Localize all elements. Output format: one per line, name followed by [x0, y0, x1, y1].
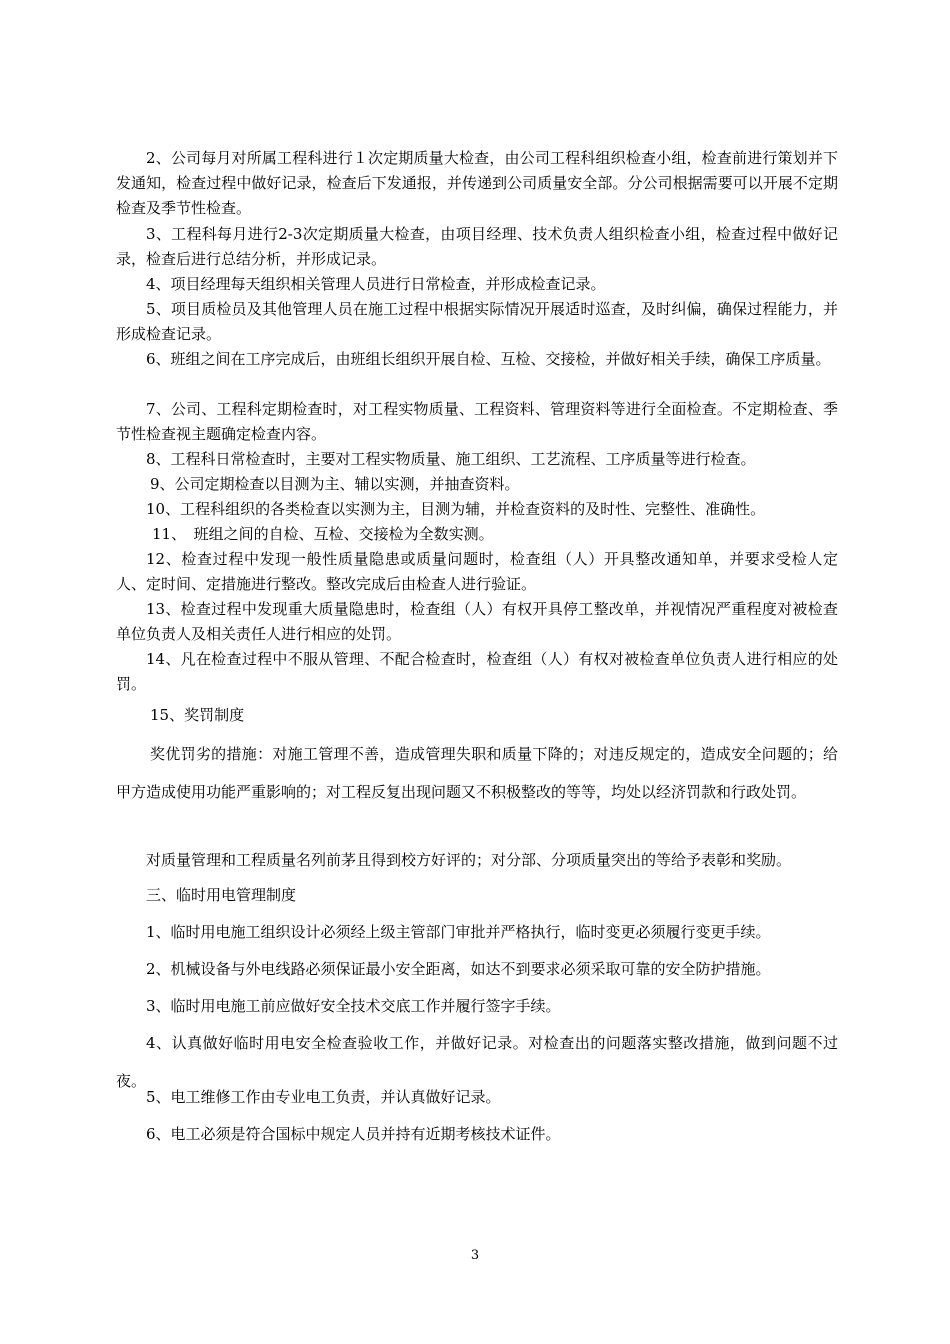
paragraph-quality-check-7: 7、公司、工程科定期检查时，对工程实物质量、工程资料、管理资料等进行全面检查。不定期检查、季节性检查视主题确定检查内容。: [116, 400, 838, 443]
paragraph-quality-check-13: 13、检查过程中发现重大质量隐患时，检查组（人）有权开具停工整改单，并视情况严重程度对被检查单位负责人及相关责任人进行相应的处罚。: [116, 600, 838, 643]
paragraph-quality-check-11: 11、 班组之间的自检、互检、交接检为全数实测。: [152, 525, 494, 543]
paragraph-quality-check-3: 3、工程科每月进行2-3次定期质量大检查，由项目经理、技术负责人组织检查小组，检查过程中做好记录，检查后进行总结分析，并形成记录。: [116, 225, 838, 268]
paragraph-quality-check-14: 14、凡在检查过程中不服从管理、不配合检查时，检查组（人）有权对被检查单位负责人进行相应的处罚。: [116, 650, 838, 693]
paragraph-reward-commendation: 对质量管理和工程质量名列前茅且得到校方好评的；对分部、分项质量突出的等给予表彰和奖励。: [146, 851, 792, 869]
paragraph-power-2: 2、机械设备与外电线路必须保证最小安全距离，如达不到要求必须采取可靠的安全防护措施。: [146, 960, 771, 978]
section-heading-temporary-power: 三、临时用电管理制度: [146, 886, 297, 904]
paragraph-quality-check-12: 12、检查过程中发现一般性质量隐患或质量问题时，检查组（人）开具整改通知单，并要求受检人定人、定时间、定措施进行整改。整改完成后由检查人进行验证。: [116, 550, 838, 593]
paragraph-quality-check-5: 5、项目质检员及其他管理人员在施工过程中根据实际情况开展适时巡查，及时纠偏，确保过程能力，并形成检查记录。: [116, 300, 838, 343]
paragraph-reward-heading: 15、奖罚制度: [150, 706, 245, 724]
paragraph-quality-check-2: 2、公司每月对所属工程科进行１次定期质量大检查，由公司工程科组织检查小组，检查前进行策划并下发通知，检查过程中做好记录，检查后下发通报，并传递到公司质量安全部。分公司根据需要可以开展不定期检查及季节性检查。: [116, 149, 838, 217]
paragraph-power-4: 4、认真做好临时用电安全检查验收工作，并做好记录。对检查出的问题落实整改措施，做到问题不过夜。: [116, 1034, 838, 1090]
paragraph-power-6: 6、电工必须是符合国标中规定人员并持有近期考核技术证件。: [146, 1125, 561, 1143]
paragraph-reward-penalty-measures: 奖优罚劣的措施：对施工管理不善，造成管理失职和质量下降的；对违反规定的，造成安全问题的；给甲方造成使用功能严重影响的；对工程反复出现问题又不积极整改的等等，均处以经济罚款和行政处罚。: [116, 745, 838, 801]
paragraph-power-3: 3、临时用电施工前应做好安全技术交底工作并履行签字手续。: [146, 997, 561, 1015]
paragraph-quality-check-10: 10、工程科组织的各类检查以实测为主，目测为辅，并检查资料的及时性、完整性、准确性。: [146, 500, 766, 518]
page-number: 3: [470, 1248, 480, 1263]
paragraph-power-5: 5、电工维修工作由专业电工负责，并认真做好记录。: [146, 1088, 501, 1106]
paragraph-quality-check-6: 6、班组之间在工序完成后，由班组长组织开展自检、互检、交接检，并做好相关手续，确保工序质量。: [146, 350, 831, 368]
paragraph-quality-check-8: 8、工程科日常检查时，主要对工程实物质量、施工组织、工艺流程、工序质量等进行检查。: [146, 450, 756, 468]
paragraph-power-1: 1、临时用电施工组织设计必须经上级主管部门审批并严格执行，临时变更必须履行变更手续。: [146, 923, 771, 941]
paragraph-quality-check-4: 4、项目经理每天组织相关管理人员进行日常检查，并形成检查记录。: [146, 275, 606, 293]
paragraph-quality-check-9: 9、公司定期检查以目测为主、辅以实测，并抽查资料。: [150, 475, 520, 493]
